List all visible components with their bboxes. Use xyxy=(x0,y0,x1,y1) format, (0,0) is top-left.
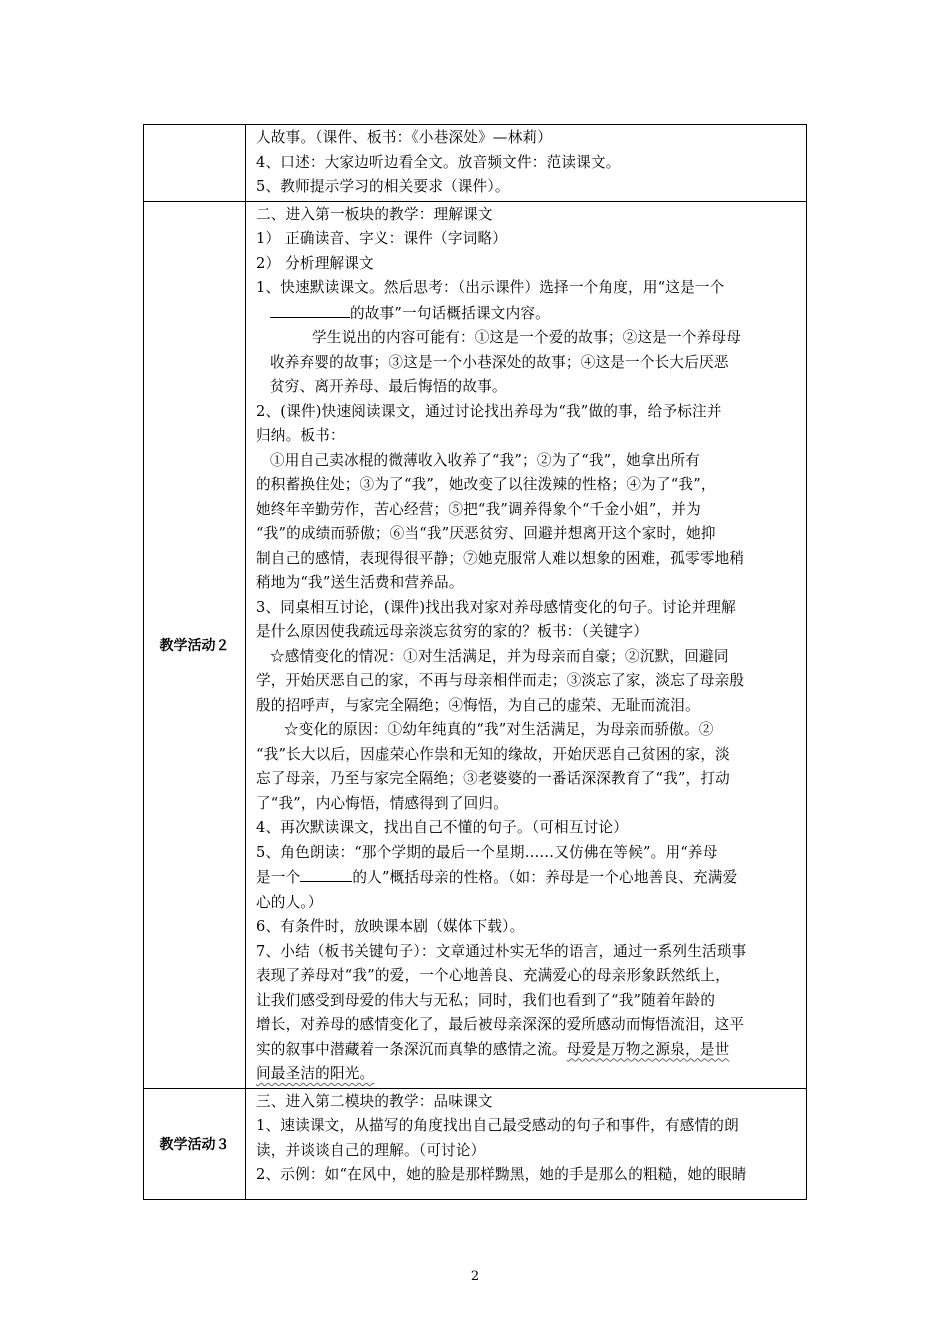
table-row xyxy=(144,1088,807,1199)
text-line xyxy=(256,1038,802,1063)
text-line: 读，并谈谈自己的理解。（可讨论） xyxy=(256,1141,486,1159)
text-line: 1、速读课文，从描写的角度找出自己最受感动的句子和事件，有感情的朗 xyxy=(256,1117,739,1134)
page-number: 2 xyxy=(470,1269,480,1284)
text-line: 贫穷、离开养母、最后悔悟的故事。 xyxy=(270,378,507,395)
text-line: ☆感情变化的情况：①对生活满足，并为母亲而自豪；②沉默，回避同 xyxy=(270,647,729,665)
text-line: 6、有条件时，放映课本剧（媒体下载）。 xyxy=(256,918,525,935)
row-content xyxy=(246,125,807,202)
table-row xyxy=(144,125,807,202)
text-fragment: 实的叙事中潜藏着一条深沉而真挚的感情之流。 xyxy=(256,1040,567,1058)
text-line: 4、口述：大家边听边看全文。放音频文件：范读课文。 xyxy=(256,153,621,171)
text-line: ☆变化的原因：①幼年纯真的“我”对生活满足，为母亲而骄傲。② xyxy=(284,721,714,738)
fill-in-blank xyxy=(270,301,350,318)
text-line: 学，开始厌恶自己的家，不再与母亲相伴而走；③淡忘了家，淡忘了母亲殷 xyxy=(256,672,745,689)
text-line: 二、进入第一板块的教学：理解课文 xyxy=(256,205,493,223)
text-line: 她终年辛勤劳作，苦心经营；⑤把“我”调养得象个“千金小姐”，并为 xyxy=(256,500,701,518)
text-line xyxy=(256,865,802,891)
text-line: 了“我”，内心悔悟，情感得到了回归。 xyxy=(256,794,509,812)
text-line: 2、(课件)快速阅读课文，通过讨论找出养母为“我”做的事，给予标注并 xyxy=(256,402,722,420)
fill-in-blank xyxy=(300,865,352,882)
lesson-plan-table xyxy=(143,124,807,1200)
row-content xyxy=(246,201,807,1088)
text-line: 增长，对养母的感情变化了，最后被母亲深深的爱所感动而悔悟流泪，这平 xyxy=(256,1016,745,1033)
text-fragment: 是一个 xyxy=(256,869,301,886)
text-line: 2、示例：如“在风中，她的脸是那样黝黑，她的手是那么的粗糙，她的眼睛 xyxy=(256,1166,747,1183)
row-content xyxy=(246,1088,807,1199)
text-fragment: 的故事”一句话概括课文内容。 xyxy=(350,304,550,322)
text-line: 殷的招呼声，与家完全隔绝；④悔悟，为自己的虚荣、无耻而流泪。 xyxy=(256,696,700,714)
text-line: 学生说出的内容可能有：①这是一个爱的故事；②这是一个养母母 xyxy=(312,329,742,346)
highlighted-sentence: 间最圣洁的阳光。 xyxy=(256,1065,375,1082)
text-line xyxy=(256,301,802,327)
text-line: 的积蓄换住处；③为了“我”，她改变了以往泼辣的性格；④为了“我”， xyxy=(256,476,716,493)
row-label-activity-2: 教学活动２ xyxy=(144,201,246,1088)
text-line: ①用自己卖冰棍的微薄收入收养了“我”；②为了“我”，她拿出所有 xyxy=(270,451,701,469)
text-line: 5、角色朗读：“那个学期的最后一个星期……又仿佛在等候”。用“养母 xyxy=(256,843,718,861)
text-line: “我”长大以后，因虚荣心作祟和无知的缘故，开始厌恶自己贫困的家，淡 xyxy=(256,745,730,763)
text-fragment: 的人”概括母亲的性格。（如：养母是一个心地善良、充满爱 xyxy=(352,869,738,886)
text-line: 让我们感受到母爱的伟大与无私；同时，我们也看到了“我”随着年龄的 xyxy=(256,991,716,1009)
text-line: 人故事。（课件、板书：《小巷深处》—林莉） xyxy=(256,129,553,146)
text-line: 表现了养母对“我”的爱，一个心地善良、充满爱心的母亲形象跃然纸上， xyxy=(256,967,730,984)
row-label xyxy=(144,125,246,202)
text-line: 三、进入第二模块的教学：品味课文 xyxy=(256,1092,493,1110)
text-line: 7、小结（板书关键句子）：文章通过朴实无华的语言，通过一系列生活琐事 xyxy=(256,942,747,960)
row-label-activity-3: 教学活动３ xyxy=(144,1088,246,1199)
text-line xyxy=(256,1062,802,1087)
text-line: 1） 正确读音、字义：课件（字词略） xyxy=(256,230,508,247)
text-line: 3、同桌相互讨论，(课件)找出我对家对养母感情变化的句子。讨论并理解 xyxy=(256,598,736,616)
text-line: 忘了母亲，乃至与家完全隔绝；③老婆婆的一番话深深教育了“我”，打动 xyxy=(256,770,730,787)
text-line: 收养弃婴的故事；③这是一个小巷深处的故事；④这是一个长大后厌恶 xyxy=(270,353,729,371)
text-line: 1、快速默读课文。然后思考：（出示课件）选择一个角度，用“这是一个 xyxy=(256,279,725,296)
text-line: 归纳。板书： xyxy=(256,427,345,444)
text-line: 5、教师提示学习的相关要求（课件）。 xyxy=(256,178,510,195)
text-line: “我”的成绩而骄傲；⑥当“我”厌恶贫穷、回避并想离开这个家时，她抑 xyxy=(256,525,716,542)
text-line: 制自己的感情，表现得很平静；⑦她克服常人难以想象的困难，孤零零地稍 xyxy=(256,549,745,567)
highlighted-sentence: 母爱是万物之源泉，是世 xyxy=(566,1040,730,1058)
text-line: 2） 分析理解课文 xyxy=(256,254,374,272)
text-line: 是什么原因使我疏远母亲淡忘贫穷的家的？板书：（关键字） xyxy=(256,623,649,640)
text-line: 4、再次默读课文，找出自己不懂的句子。（可相互讨论） xyxy=(256,819,629,836)
text-line: 稍地为“我”送生活费和营养品。 xyxy=(256,574,464,591)
text-line: 心的人。） xyxy=(256,893,323,911)
table-row xyxy=(144,201,807,1088)
